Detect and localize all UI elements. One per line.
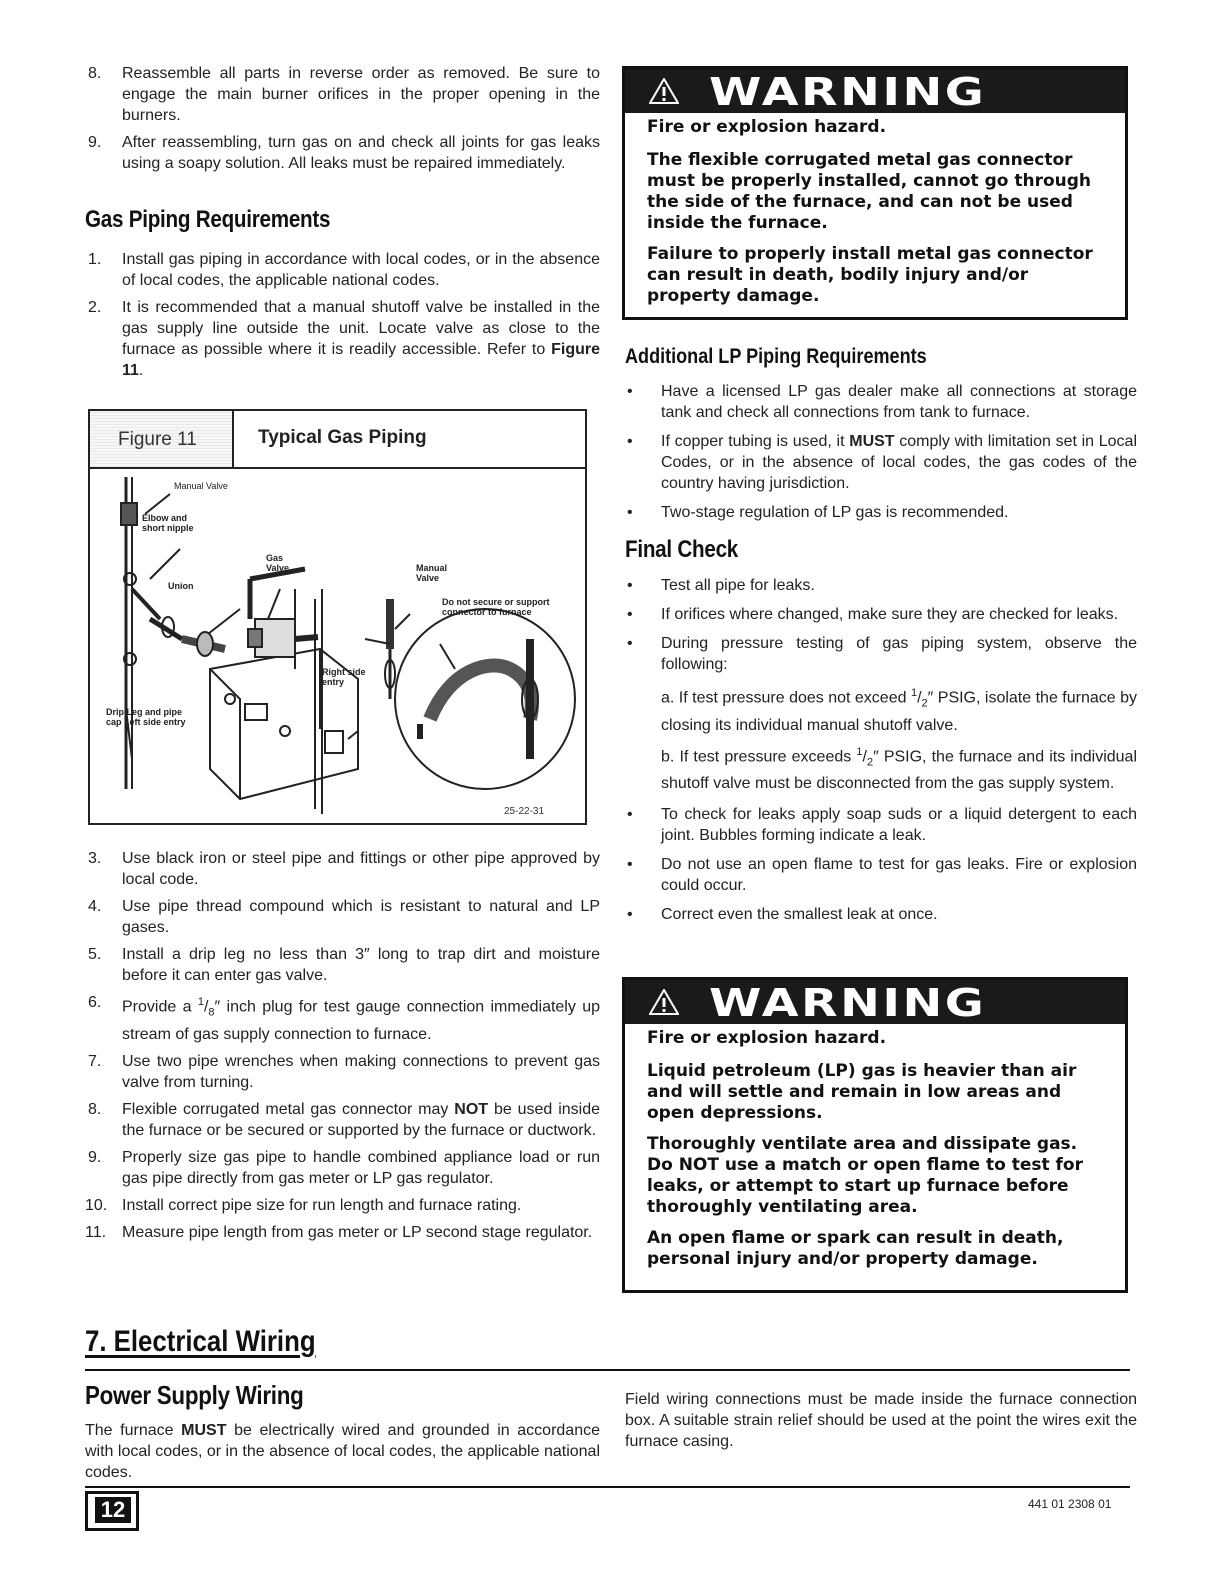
step-number: 9. xyxy=(88,134,102,151)
list-text: Have a licensed LP gas dealer make all connections at storage tank and check all connections from tank to furnace. xyxy=(661,383,1137,421)
top-steps xyxy=(85,63,600,180)
label-gas-valve: Gas Valve xyxy=(266,553,290,573)
list-text: If orifices where changed, make sure they are checked for leaks. xyxy=(661,606,1119,623)
warning-banner xyxy=(625,69,1125,113)
list-item xyxy=(625,575,1137,596)
step-text: It is recommended that a manual shutoff valve be installed in the gas supply line outside the unit. Locate valve as close to the furnace as possible where it is readily accessible. Refer to xyxy=(122,299,600,358)
step-item xyxy=(85,1099,600,1141)
step-item xyxy=(85,1222,600,1243)
warning-triangle-icon xyxy=(649,989,679,1015)
step-item xyxy=(85,297,600,381)
step-text: Install gas piping in accordance with local codes, or in the absence of local codes, the applicable national codes. xyxy=(122,251,600,289)
list-text: Two-stage regulation of LP gas is recommended. xyxy=(661,504,1009,521)
sub-text: a. If test pressure does not exceed xyxy=(661,689,911,707)
fraction-numerator: 1 xyxy=(910,687,918,699)
lp-piping-heading: Additional LP Piping Requirements xyxy=(625,345,927,368)
list-text: During pressure testing of gas piping system, observe the following: xyxy=(661,635,1137,673)
sub-item-b xyxy=(625,742,1137,795)
field-wiring-paragraph: Field wiring connections must be made inside the furnace connection box. A suitable strain relief should be used at the point the wires exit the furnace casing. xyxy=(625,1391,1137,1450)
label-do-not-secure: Do not secure or support connector to furnace xyxy=(442,597,550,617)
warning-text: Thoroughly ventilate area and dissipate gas. Do NOT use a match or open flame to test for leaks, or attempt to start up furnace before thoroughly ventilating area. xyxy=(647,1134,1083,1217)
list-text: Correct even the smallest leak at once. xyxy=(661,906,938,924)
step-number: 8. xyxy=(88,65,102,82)
list-item xyxy=(625,854,1137,896)
step-number: 10. xyxy=(85,1196,108,1214)
step-item xyxy=(85,1195,600,1216)
lp-list xyxy=(625,381,1137,531)
step-text: After reassembling, turn gas on and check all joints for gas leaks using a soapy solution. All leaks must be repaired immediately. xyxy=(122,134,600,172)
label-drip-leg: Drip Leg and pipe cap Left side entry xyxy=(106,707,186,727)
warning-text: Failure to properly install metal gas connector can result in death, bodily injury and/or property damage. xyxy=(647,244,1093,306)
warning-text: Liquid petroleum (LP) gas is heavier than air and will settle and remain in low areas and open depressions. xyxy=(647,1061,1077,1123)
step-number: 3. xyxy=(88,850,102,867)
step-item xyxy=(85,992,600,1045)
step-text: Provide a xyxy=(122,998,198,1016)
figure-header xyxy=(90,411,585,469)
step-number: 6. xyxy=(88,994,102,1011)
warning-hazard: Fire or explosion hazard. xyxy=(647,1028,887,1048)
electrical-wiring-heading: 7. Electrical Wiring xyxy=(85,1325,316,1358)
step-text: Use pipe thread compound which is resistant to natural and LP gases. xyxy=(122,898,600,936)
step-number: 7. xyxy=(88,1052,102,1070)
footer-rule xyxy=(85,1486,1130,1488)
step-item xyxy=(85,63,600,126)
list-text: Test all pipe for leaks. xyxy=(661,577,815,594)
step-item xyxy=(85,132,600,174)
list-item xyxy=(625,804,1137,846)
page-number-box xyxy=(85,1491,139,1531)
warning-text: The flexible corrugated metal gas connector must be properly installed, cannot go through the side of the furnace, and can not be used inside the furnace. xyxy=(647,150,1092,233)
figure-title: Typical Gas Piping xyxy=(258,427,427,448)
figure-tag-label: Figure 11 xyxy=(118,429,197,450)
step-number: 5. xyxy=(88,946,102,963)
step-number: 8. xyxy=(88,1100,102,1118)
list-text: comply with limitation set in Local Codes, or in the absence of local codes, the gas codes of the country having jurisdiction. xyxy=(661,433,1137,492)
fraction-slash: / xyxy=(862,747,867,765)
power-supply-heading: Power Supply Wiring xyxy=(85,1380,304,1410)
warning-word: WARNING xyxy=(709,70,987,114)
figure-code: 25-22-31 xyxy=(504,806,545,817)
step-text: Properly size gas pipe to handle combined appliance load or run gas pipe directly from gas meter or LP gas regulator. xyxy=(122,1148,600,1187)
bullet: • xyxy=(627,906,633,924)
warning-banner xyxy=(625,980,1125,1024)
sub-text: ″ PSIG, the furnace and its individual shutoff valve must be disconnected from the gas supply system. xyxy=(661,747,1138,793)
list-text: To check for leaks apply soap suds or a liquid detergent to each joint. Bubbles forming indicate a leak. xyxy=(661,806,1137,845)
final-check-heading: Final Check xyxy=(625,536,739,563)
list-item xyxy=(625,502,1137,523)
step-item xyxy=(85,848,600,890)
step-item xyxy=(85,249,600,291)
step-text: ″ inch plug for test gauge connection immediately up stream of gas supply connection to furnace. xyxy=(122,998,600,1043)
step-text: Install a drip leg no less than 3″ long to trap dirt and moisture before it can enter gas valve. xyxy=(122,946,600,984)
figure-11 xyxy=(88,409,587,825)
sub-item-a xyxy=(625,683,1137,736)
label-elbow-short-nipple: Elbow and short nipple xyxy=(142,513,194,533)
step-text: Measure pipe length from gas meter or LP second stage regulator. xyxy=(122,1223,593,1241)
fraction-slash: / xyxy=(203,998,209,1016)
bullet: • xyxy=(627,504,633,521)
step-item xyxy=(85,1051,600,1093)
sub-text: ″ PSIG, isolate the furnace by closing its individual manual shutoff valve. xyxy=(661,689,1138,734)
fraction-numerator: 1 xyxy=(856,745,863,758)
paragraph-text: The furnace xyxy=(85,1422,182,1439)
step-text: Use two pipe wrenches when making connections to prevent gas valve from turning. xyxy=(122,1052,600,1091)
step-text: . xyxy=(138,362,144,379)
step-number: 1. xyxy=(88,251,102,268)
list-text: Do not use an open flame to test for gas leaks. Fire or explosion could occur. xyxy=(661,856,1137,895)
list-item xyxy=(625,381,1137,423)
bullet: • xyxy=(627,856,633,874)
figure-drawing xyxy=(90,469,585,823)
step-text: Reassemble all parts in reverse order as removed. Be sure to engage the main burner orifices in the proper opening in the burners. xyxy=(122,65,600,124)
label-manual-valve-top: Manual Valve xyxy=(174,481,228,491)
step-text: Flexible corrugated metal gas connector may xyxy=(122,1100,455,1118)
step-number: 11. xyxy=(85,1223,107,1241)
gas-steps-b xyxy=(85,848,600,1249)
sub-text: b. If test pressure exceeds xyxy=(661,747,857,765)
page-number: 12 xyxy=(95,1497,131,1523)
warning-hazard: Fire or explosion hazard. xyxy=(647,117,887,137)
step-item xyxy=(85,1147,600,1189)
section-rule xyxy=(85,1369,1130,1371)
warning-box-lp-gas xyxy=(622,977,1128,1293)
label-right-side-entry: Right side entry xyxy=(322,667,366,687)
warning-word: WARNING xyxy=(709,981,987,1025)
gas-steps-a xyxy=(85,249,600,387)
list-item xyxy=(625,431,1137,494)
power-supply-paragraph xyxy=(85,1420,600,1483)
emphasis: MUST xyxy=(181,1422,227,1439)
label-manual-valve: Manual Valve xyxy=(416,563,448,583)
paragraph-text: be electrically wired and grounded in accordance with local codes, or in the absence of local codes, the applicable national codes. xyxy=(85,1422,600,1481)
list-item xyxy=(625,904,1137,925)
step-number: 9. xyxy=(88,1148,102,1166)
warning-body xyxy=(625,113,1125,325)
final-check-list xyxy=(625,575,1137,933)
step-item xyxy=(85,944,600,986)
document-number: 441 01 2308 01 xyxy=(1028,1497,1112,1511)
list-item xyxy=(625,633,1137,675)
figure-tag xyxy=(90,411,234,467)
emphasis: MUST xyxy=(849,433,895,450)
step-number: 4. xyxy=(88,898,102,915)
warning-text: An open flame or spark can result in death, personal injury and/or property damage. xyxy=(647,1228,1064,1269)
emphasis: NOT xyxy=(454,1100,489,1118)
step-text: be used inside the furnace or be secured or supported by the furnace or ductwork. xyxy=(122,1100,600,1139)
bullet: • xyxy=(627,635,633,652)
warning-body xyxy=(625,1024,1125,1288)
fraction-denominator: 8 xyxy=(208,1006,215,1019)
bullet: • xyxy=(627,806,633,824)
figure-reference: Figure 11 xyxy=(122,341,600,379)
bullet: • xyxy=(627,606,633,623)
warning-triangle-icon xyxy=(649,78,679,104)
bullet: • xyxy=(627,383,633,400)
list-item xyxy=(625,604,1137,625)
gas-piping-heading: Gas Piping Requirements xyxy=(85,206,331,233)
step-number: 2. xyxy=(88,299,102,316)
bullet: • xyxy=(627,433,633,450)
fraction-slash: / xyxy=(917,689,922,707)
step-text: Install correct pipe size for run length and furnace rating. xyxy=(122,1196,522,1214)
list-text: If copper tubing is used, it xyxy=(661,433,850,450)
label-union: Union xyxy=(168,581,194,591)
step-text: Use black iron or steel pipe and fittings or other pipe approved by local code. xyxy=(122,850,600,888)
bullet: • xyxy=(627,577,633,594)
warning-box-gas-connector xyxy=(622,66,1128,320)
step-item xyxy=(85,896,600,938)
fraction-numerator: 1 xyxy=(197,996,204,1008)
fraction-denominator: 2 xyxy=(866,756,874,769)
fraction-denominator: 2 xyxy=(921,697,928,710)
